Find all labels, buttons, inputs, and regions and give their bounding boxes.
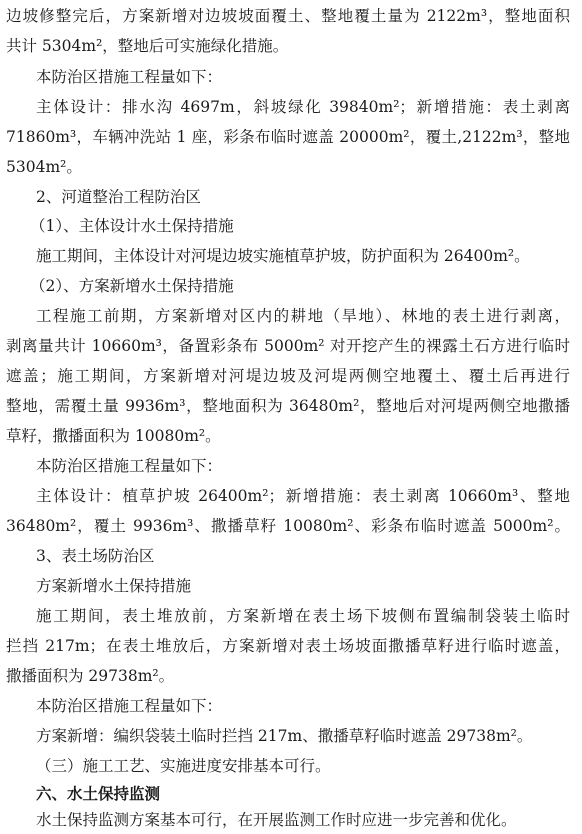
paragraph-line: 71860m³，车辆冲洗站 1 座，彩条布临时遮盖 20000m²，覆土,2122m³，整地 bbox=[6, 128, 570, 146]
subsection-heading: （1）、主体设计水土保持措施 bbox=[30, 217, 234, 235]
paragraph-line: 本防治区措施工程量如下： bbox=[36, 697, 223, 715]
paragraph-line: 本防治区措施工程量如下： bbox=[36, 457, 223, 475]
paragraph-line: 拦挡 217m；在表土堆放后，方案新增对表土场坡面撒播草籽进行临时遮盖， bbox=[6, 637, 570, 655]
paragraph-line: 主体设计：排水沟 4697m，斜坡绿化 39840m²；新增措施：表土剥离 bbox=[36, 98, 570, 116]
paragraph-line: 边坡修整完后，方案新增对边坡坡面覆土、整地覆土量为 2122m³，整地面积 bbox=[6, 7, 570, 25]
section-heading: 2、河道整治工程防治区 bbox=[36, 188, 201, 206]
paragraph-line: 水土保持监测方案基本可行，在开展监测工作时应进一步完善和优化。 bbox=[36, 811, 517, 829]
paragraph-line: （三）施工工艺、实施进度安排基本可行。 bbox=[36, 757, 331, 775]
subsection-heading: 方案新增水土保持措施 bbox=[36, 577, 192, 595]
paragraph-line: 方案新增：编织袋装土临时拦挡 217m、撒播草籽临时遮盖 29738m²。 bbox=[36, 727, 533, 745]
paragraph-line: 草籽，撒播面积为 10080m²。 bbox=[6, 427, 221, 445]
section-heading: 六、水土保持监测 bbox=[36, 784, 161, 803]
paragraph-line: 36480m²，覆土 9936m³、撒播草籽 10080m²、彩条布临时遮盖 5000m²。 bbox=[6, 517, 570, 535]
paragraph-line: 剥离量共计 10660m³，备置彩条布 5000m² 对开挖产生的裸露土石方进行临时 bbox=[6, 337, 570, 355]
paragraph-line: 施工期间，表土堆放前，方案新增在表土场下坡侧布置编制袋装土临时 bbox=[36, 607, 570, 625]
paragraph-line: 遮盖；施工期间，方案新增对河堤边坡及河堤两侧空地覆土、覆土后再进行 bbox=[6, 367, 570, 385]
paragraph-line: 整地，需覆土量 9936m³，整地面积为 36480m²，整地后对河堤两侧空地撒播 bbox=[6, 397, 570, 415]
subsection-heading: （2）、方案新增水土保持措施 bbox=[30, 277, 234, 295]
paragraph-line: 撒播面积为 29738m²。 bbox=[6, 667, 175, 685]
paragraph-line: 工程施工前期，方案新增对区内的耕地（旱地）、林地的表土进行剥离， bbox=[36, 307, 570, 325]
paragraph-line: 本防治区措施工程量如下： bbox=[36, 68, 223, 86]
paragraph-line: 施工期间，主体设计对河堤边坡实施植草护坡，防护面积为 26400m²。 bbox=[36, 247, 530, 265]
paragraph-line: 共计 5304m²，整地后可实施绿化措施。 bbox=[6, 37, 289, 55]
paragraph-line: 5304m²。 bbox=[6, 158, 82, 176]
paragraph-line: 主体设计：植草护坡 26400m²；新增措施：表土剥离 10660m³、整地 bbox=[36, 487, 570, 505]
section-heading: 3、表土场防治区 bbox=[36, 547, 155, 565]
